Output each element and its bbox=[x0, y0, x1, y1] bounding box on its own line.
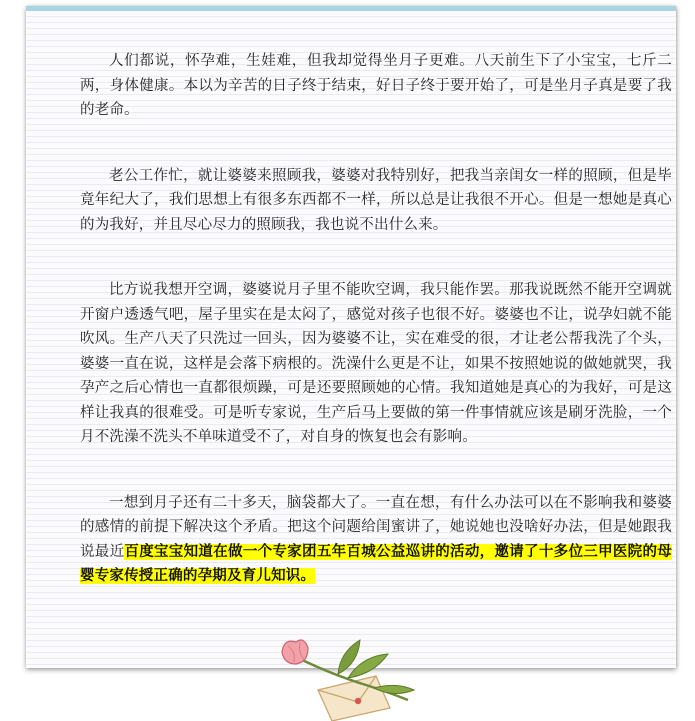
paragraph-3: 比方说我想开空调，婆婆说月子里不能吹空调，我只能作罢。那我说既然不能开空调就开窗户透透气吧，屋子里实在是太闷了，感觉对孩子也很不好。婆婆也不让，说孕妇就不能吹风。生产八天了只洗过一回头，因为婆婆不让，实在难受的很，才让老公帮我洗了个头，婆婆一直在说，这样是会落下病根的。洗澡什么更是不让，如果不按照她说的做她就哭，我孕产之后心情也一直都很烦躁，可是还要照顾她的心情。我知道她是真心的为我好，可是这样让我真的很难受。可是听专家说，生产后马上要做的第一件事情就应该是刷牙洗脸，一个月不洗澡不洗头不单味道受不了，对自身的恢复也会有影响。 bbox=[80, 282, 672, 445]
highlighted-text: 百度宝宝知道在做一个专家团五年百城公益巡讲的活动，邀请了十多位三甲医院的母婴专家传授正确的孕期及育儿知识。 bbox=[80, 543, 672, 584]
tulip-icon bbox=[282, 640, 308, 664]
paragraph-1: 人们都说，怀孕难，生娃难，但我却觉得坐月子更难。八天前生下了小宝宝，七斤二两，身体健康。本以为辛苦的日子终于结束，好日子终于要开始了，可是坐月子真是要了我的老命。 bbox=[80, 53, 672, 118]
paragraph-2: 老公工作忙，就让婆婆来照顾我，婆婆对我特别好，把我当亲闺女一样的照顾，但是毕竟年纪大了，我们思想上有很多东西都不一样，所以总是让我很不开心。但是一想她是真心的为我好，并且尽心尽力的照顾我，我也说不出什么来。 bbox=[80, 167, 672, 233]
tulip-envelope-icon bbox=[278, 630, 428, 721]
paragraph-4-text: 一想到月子还有二十多天，脑袋都大了。一直在想，有什么办法可以在不影响我和婆婆的感情的前提下解决这个矛盾。把这个问题给闺蜜讲了，她说她也没啥好办法，但是她跟我说最近 bbox=[80, 494, 672, 560]
envelope-icon bbox=[318, 676, 390, 721]
paragraph-4 bbox=[80, 491, 672, 589]
article-body bbox=[80, 49, 672, 589]
article-card bbox=[26, 6, 676, 668]
